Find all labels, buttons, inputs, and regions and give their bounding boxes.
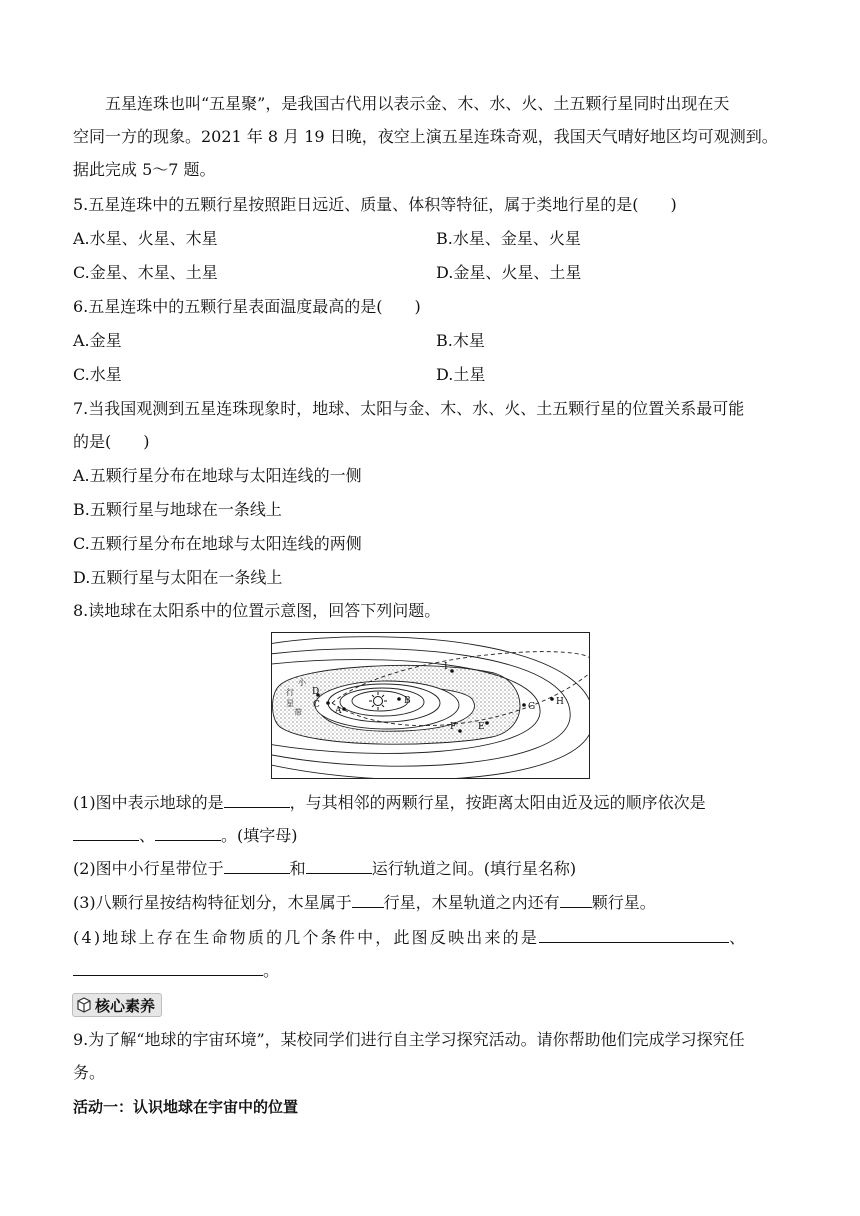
- answer-blank[interactable]: [73, 961, 263, 976]
- answer-blank[interactable]: [224, 859, 290, 874]
- q8-sub2-text-a: (2)图中小行星带位于: [73, 859, 224, 878]
- label-b: B: [404, 696, 411, 706]
- cube-icon: [76, 997, 92, 1013]
- q8-sub4-line-2: [73, 961, 279, 981]
- planet-b-dot: [397, 697, 401, 701]
- q8-sub2-text-b: 和: [289, 859, 306, 878]
- q7-option-c: C.五颗行星分布在地球与太阳连线的两侧: [73, 534, 362, 553]
- label-i: I: [444, 662, 448, 672]
- q6-stem: 6.五星连珠中的五颗行星表面温度最高的是( ): [73, 297, 421, 316]
- answer-blank[interactable]: [155, 826, 221, 841]
- q9-stem-line-1: 9.为了解“地球的宇宙环境”，某校同学们进行自主学习探究活动。请你帮助他们完成学习探究任: [73, 1030, 745, 1049]
- q8-sub2-text-c: 运行轨道之间。(填行星名称): [371, 859, 577, 878]
- label-h: H: [556, 697, 564, 707]
- q6-option-b: B.木星: [436, 331, 485, 350]
- label-f: F: [450, 722, 457, 732]
- planet-g-dot: [522, 703, 526, 707]
- q5-option-c: C.金星、木星、土星: [73, 263, 218, 282]
- q9-activity-1-heading: 活动一：认识地球在宇宙中的位置: [73, 1098, 299, 1116]
- q6-option-c: C.水星: [73, 365, 122, 384]
- q8-sub4-text-b: 、: [729, 928, 746, 947]
- answer-blank[interactable]: [306, 859, 372, 874]
- q5-option-b: B.水星、金星、火星: [436, 229, 581, 248]
- label-c: C: [313, 700, 320, 710]
- q8-sub4-text-a: (4)地球上存在生命物质的几个条件中，此图反映出来的是: [73, 928, 540, 947]
- q6-option-a: A.金星: [73, 331, 122, 350]
- label-d: D: [312, 687, 320, 697]
- section-badge: [72, 993, 162, 1017]
- planet-c-dot: [326, 701, 330, 705]
- belt-label-2: 行: [286, 688, 294, 697]
- label-g: G: [528, 702, 536, 712]
- q8-sub3-text-a: (3)八颗行星按结构特征划分，木星属于: [73, 893, 352, 912]
- q7-option-d: D.五颗行星与太阳在一条线上: [73, 568, 283, 587]
- q5-option-a: A.水星、火星、木星: [73, 229, 218, 248]
- planet-a-dot: [342, 707, 346, 711]
- q5-option-d: D.金星、火星、土星: [436, 263, 582, 282]
- intro-line-2: 空同一方的现象。2021 年 8 月 19 日晚，夜空上演五星连珠奇观，我国天气晴好地区均可观测到。: [73, 127, 778, 146]
- q7-option-a: A.五颗行星分布在地球与太阳连线的一侧: [73, 466, 362, 485]
- q8-sub1-text-c: 、: [139, 826, 156, 845]
- intro-line-1: 五星连珠也叫“五星聚”，是我国古代用以表示金、木、水、火、土五颗行星同时出现在天: [105, 94, 730, 113]
- q8-sub3-text-c: 颗行星。: [591, 893, 656, 912]
- answer-blank[interactable]: [560, 893, 592, 908]
- q6-option-d: D.土星: [436, 365, 486, 384]
- q8-sub3-text-b: 行星，木星轨道之内还有: [383, 893, 560, 912]
- answer-blank[interactable]: [224, 793, 290, 808]
- q8-stem: 8.读地球在太阳系中的位置示意图，回答下列问题。: [73, 601, 441, 620]
- belt-label-1: 小: [298, 678, 306, 687]
- q8-sub4-line-1: [73, 928, 745, 948]
- planet-f-dot: [458, 729, 462, 733]
- q8-sub1-text-a: (1)图中表示地球的是: [73, 793, 224, 812]
- q8-sub1-line-2: [73, 826, 298, 846]
- q9-stem-line-2: 务。: [73, 1063, 106, 1082]
- q8-sub4-text-c: 。: [263, 961, 280, 980]
- planet-h-dot: [550, 697, 554, 701]
- label-a: A: [335, 706, 342, 716]
- q8-sub1-text-b: ，与其相邻的两颗行星，按距离太阳由近及远的顺序依次是: [289, 793, 706, 812]
- answer-blank[interactable]: [352, 893, 384, 908]
- q7-option-b: B.五颗行星与地球在一条线上: [73, 500, 282, 519]
- answer-blank[interactable]: [539, 928, 729, 943]
- label-e: E: [478, 722, 485, 732]
- q5-stem: 5.五星连珠中的五颗行星按照距日远近、质量、体积等特征，属于类地行星的是( ): [73, 195, 677, 214]
- planet-e-dot: [485, 721, 489, 725]
- q8-sub2: [73, 859, 576, 879]
- section-badge-label: 核心素养: [95, 996, 156, 1015]
- q8-sub3: [73, 893, 656, 913]
- answer-blank[interactable]: [73, 826, 139, 841]
- intro-line-3: 据此完成 5～7 题。: [73, 160, 216, 179]
- solar-system-diagram: [271, 632, 590, 779]
- q8-sub1-line-1: [73, 793, 706, 813]
- belt-label-3: 星: [286, 699, 294, 708]
- q7-stem-line-1: 7.当我国观测到五星连珠现象时，地球、太阳与金、木、水、火、土五颗行星的位置关系最可能: [73, 399, 745, 418]
- q8-sub1-text-d: 。(填字母): [221, 826, 298, 845]
- planet-i-dot: [450, 669, 454, 673]
- belt-label-4: 带: [294, 708, 302, 717]
- q7-stem-line-2: 的是( ): [73, 432, 150, 451]
